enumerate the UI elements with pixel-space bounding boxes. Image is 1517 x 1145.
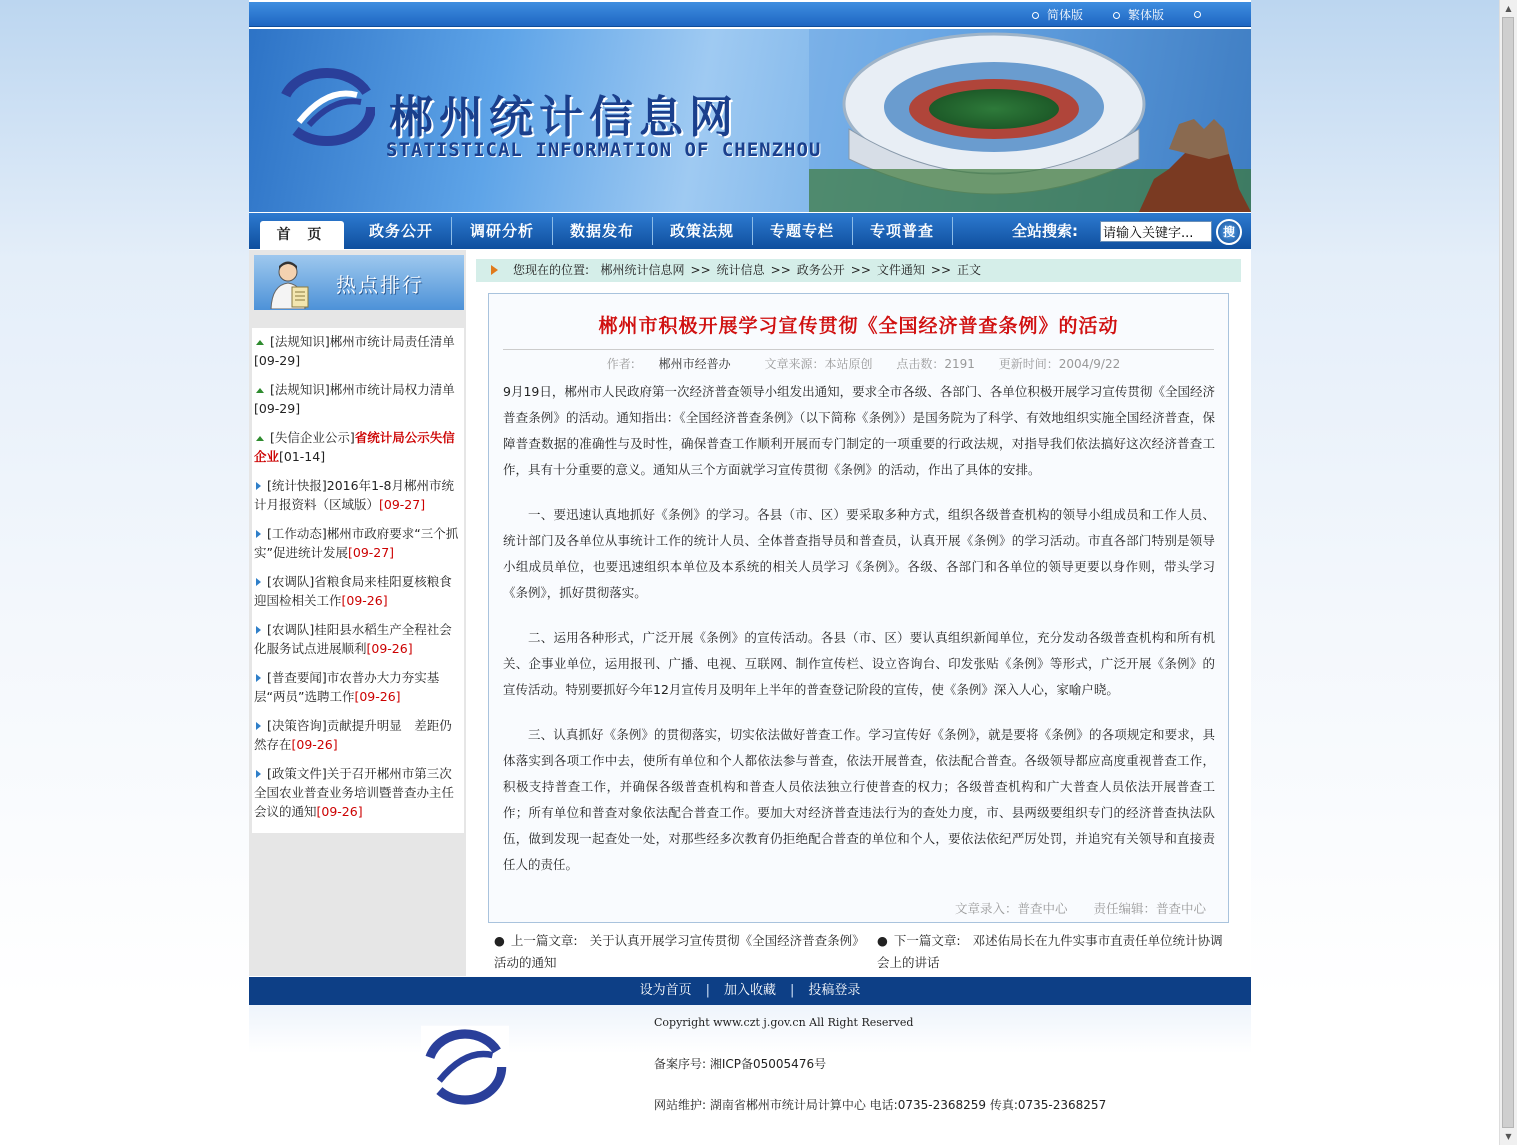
hot-ranking-title: 热点排行 [336,273,424,297]
next-article-link[interactable]: 邓述佑局长在九件实事市直责任单位统计协调会上的讲话 [877,933,1223,970]
breadcrumb-separator: >> [770,263,791,277]
item-date: [09-29] [254,401,301,416]
item-category: [农调队] [267,574,315,589]
site-logo-icon [279,67,375,147]
location-arrow-icon [491,265,498,275]
hot-ranking-item[interactable] [252,666,464,708]
article-source: 文章来源：本站原创 [764,357,873,371]
hot-ranking-item[interactable] [252,474,464,516]
item-date: [01-14] [279,449,326,464]
item-title[interactable]: 贡献提升明显 差距仍然存在 [254,718,452,752]
item-title[interactable]: 关于召开郴州市第三次全国农业普查业务培训暨普查办主任会议的通知 [254,766,455,819]
item-category: [政策文件] [267,766,327,781]
hot-ranking-item[interactable] [252,762,464,823]
breadcrumb-label: 您现在的位置: [513,263,590,277]
bullet-icon [1032,12,1039,19]
bullet-icon [1113,12,1120,19]
set-homepage-link[interactable]: 设为首页 [639,983,692,998]
hot-ranking-list [252,328,464,833]
copyright-text: Copyright www.czt j.gov.cn All Right Reserved [654,1016,914,1029]
hot-ranking-header [254,255,464,310]
item-category: [统计快报] [267,478,327,493]
item-category: [法规知识] [270,382,330,397]
right-arrow-icon [256,482,261,490]
breadcrumb-gov-affairs[interactable]: 政务公开 [796,263,845,277]
nav-home[interactable]: 首 页 [260,221,344,249]
article-paragraph: 9月19日，郴州市人民政府第一次经济普查领导小组发出通知，要求全市各级、各部门、各单位积极开展学习宣传贯彻《全国经济普查条例》的活动。通知指出：《全国经济普查条例》（以下简称《条例》）是国务院为了科学、有效地组织实施全国经济普查，保障普查数据的准确性与及时性，确保普查工作顺利开展而专门制定的一项重要的行政法规，对指导我们依法搞好这次经济普查工作，具有十分重要的意义。通知从三个方面就学习宣传贯彻《条例》的活动，作出了具体的安排。 [503,384,1215,477]
search-input[interactable] [1100,221,1212,242]
item-title-highlight[interactable]: 省统计局公示失信企业 [254,430,455,464]
right-arrow-icon [256,530,261,538]
next-label: 下一篇文章: [893,933,961,948]
prev-article [494,930,874,974]
search-label: 全站搜索: [1012,222,1078,240]
page-container [249,0,1251,1126]
author-label: 作者: [606,357,635,371]
hot-ranking-item[interactable] [252,570,464,612]
item-title[interactable]: 市农普办大力夯实基层“两员”选聘工作 [254,670,440,704]
item-title[interactable]: 郴州市统计局权力清单 [329,382,455,397]
breadcrumb-current: 正文 [957,263,982,277]
nav-topics[interactable]: 专题专栏 [769,222,834,240]
hot-ranking-item[interactable] [252,618,464,660]
prev-label: 上一篇文章: [510,933,578,948]
item-title[interactable]: 省粮食局来桂阳夏核粮食迎国检相关工作 [254,574,452,608]
bullet-icon: ● [877,933,888,948]
traditional-link[interactable]: 繁体版 [1113,6,1164,23]
add-favorite-link[interactable]: 加入收藏 [723,983,776,998]
footer-links-bar: 设为首页 | 加入收藏 | 投稿登录 [249,977,1251,1005]
item-date: [09-26] [366,641,413,656]
article-title: 郴州市积极开展学习宣传贯彻《全国经济普查条例》的活动 [598,315,1119,337]
user-avatar-icon [268,259,312,309]
stadium-illustration [809,29,1251,212]
breadcrumb-separator: >> [850,263,871,277]
up-arrow-icon [256,388,264,393]
nav-policy[interactable]: 政策法规 [669,222,734,240]
site-footer [249,1005,1251,1126]
item-date: [09-26] [291,737,338,752]
next-article [877,930,1223,974]
prev-article-link[interactable]: 关于认真开展学习宣传贯彻《全国经济普查条例》活动的通知 [494,933,865,970]
breadcrumb-separator: >> [690,263,711,277]
bullet-icon [1194,11,1201,18]
footer-info [654,1013,1106,1136]
icp-record: 备案序号: 湘ICP备05005476号 [654,1057,827,1071]
scrollbar-thumb[interactable] [1502,17,1514,1128]
breadcrumb-home[interactable]: 郴州统计信息网 [600,263,685,277]
nav-data-release[interactable]: 数据发布 [569,222,634,240]
article-paragraph: 一、要迅速认真地抓好《条例》的学习。各县（市、区）要采取多种方式，组织各级普查机构的领导小组成员和工作人员、统计部门及各单位从事统计工作的统计人员、全体普查指导员和普查员，认真开展《条例》的学习活动。市直各部门特别是领导小组成员单位，也要迅速组织本单位及本系统的相关人员学习《条例》。各级、各部门和各单位的领导更要以身作则，带头学习《条例》，抓好贯彻落实。 [503,507,1215,600]
hot-ranking-item[interactable] [252,714,464,756]
maintainer-info: 网站维护: 湖南省郴州市统计局计算中心 电话:0735-2368259 传真:0735-2368257 [654,1098,1107,1112]
item-category: [工作动态] [267,526,327,541]
item-title[interactable]: 桂阳县水稻生产全程社会化服务试点进展顺利 [254,622,452,656]
search-button[interactable]: 搜 [1216,219,1242,245]
site-subtitle: STATISTICAL INFORMATION OF CHENZHOU [386,139,822,161]
page-scrollbar[interactable] [1499,0,1517,1145]
item-date: [09-26] [354,689,401,704]
right-arrow-icon [256,674,261,682]
up-arrow-icon [256,436,264,441]
right-arrow-icon [256,626,261,634]
item-category: [普查要闻] [267,670,327,685]
submit-login-link[interactable]: 投稿登录 [808,983,861,998]
scroll-down-icon[interactable]: ▼ [1505,1132,1512,1141]
hot-ranking-item[interactable] [252,522,464,564]
site-banner [249,29,1251,212]
bullet-icon: ● [494,933,505,948]
article-footer [933,899,1206,917]
article-paragraph: 三、认真抓好《条例》的贯彻落实，切实依法做好普查工作。学习宣传好《条例》，就是要将《条例》的各项规定和要求，具体落实到各项工作中去，使所有单位和个人都依法参与普查，依法开展普查，依法配合普查。各级领导都应高度重视普查工作，积极支持普查工作，并确保各级普查机构和普查人员依法独立行使普查的权力；各级普查机构和广大普查人员依法开展普查工作；所有单位和普查对象依法配合普查工作。要加大对经济普查违法行为的查处力度，市、县两级要组织专门的经济普查执法队伍，做到发现一起查处一处，对那些经多次教育仍拒绝配合普查的单位和个人，要依法依纪严厉处罚，并追究有关领导和直接责任人的责任。 [503,727,1215,872]
item-date: [09-29] [254,353,301,368]
up-arrow-icon [256,340,264,345]
item-date: [09-27] [347,545,395,560]
hot-ranking-item[interactable] [252,330,464,372]
right-arrow-icon [256,722,261,730]
click-count: 点击数：2191 [896,357,975,371]
breadcrumb-stat-info[interactable]: 统计信息 [716,263,765,277]
breadcrumb-notices[interactable]: 文件通知 [876,263,925,277]
article-body [503,379,1215,897]
article-paragraph: 二、运用各种形式，广泛开展《条例》的宣传活动。各县（市、区）要认真组织新闻单位，充分发动各级普查机构和所有机关、企事业单位，运用报刊、广播、电视、互联网、制作宣传栏、设立咨询台、印发张贴《条例》等形式，广泛开展《条例》的宣传活动。特别要抓好今年12月宣传月及明年上半年的普查登记阶段的宣传，使《条例》深入人心，家喻户晓。 [503,630,1215,697]
footer-logo-icon [421,1025,509,1109]
breadcrumb-separator: >> [930,263,951,277]
nav-divider [952,217,953,245]
nav-research[interactable]: 调研分析 [469,222,534,240]
site-title: 郴州统计信息网 [389,92,739,143]
hot-ranking-item[interactable] [252,378,464,420]
item-title[interactable]: 2016年1-8月郴州市统计月报资料（区域版） [254,478,454,512]
item-date: [09-26] [341,593,388,608]
item-category: [法规知识] [270,334,330,349]
nav-census[interactable]: 专项普查 [869,222,934,240]
article [488,293,1229,923]
right-arrow-icon [256,578,261,586]
article-author: 郴州市经普办 [658,357,731,371]
top-bar [249,2,1251,27]
main-nav [249,213,1251,249]
sidebar [249,250,466,976]
simplified-link[interactable]: 简体版 [1032,6,1083,23]
update-time: 更新时间：2004/9/22 [998,357,1121,371]
entered-by: 文章录入：普查中心 [954,901,1068,916]
item-category: [农调队] [267,622,315,637]
item-category: [失信企业公示] [270,430,355,445]
item-title[interactable]: 郴州市统计局责任清单 [329,334,455,349]
item-date: [09-26] [316,804,363,819]
hot-ranking-item[interactable] [252,426,464,468]
responsible-editor: 责任编辑：普查中心 [1093,901,1206,916]
breadcrumb [476,259,1241,282]
article-meta [489,355,1228,372]
item-date: [09-27] [379,497,426,512]
title-divider [503,349,1214,350]
scroll-up-icon[interactable]: ▲ [1505,4,1512,13]
item-category: [决策咨询] [267,718,327,733]
right-arrow-icon [256,770,261,778]
nav-government-affairs[interactable]: 政务公开 [368,222,433,240]
item-title[interactable]: 郴州市政府要求“三个抓实”促进统计发展 [254,526,459,560]
